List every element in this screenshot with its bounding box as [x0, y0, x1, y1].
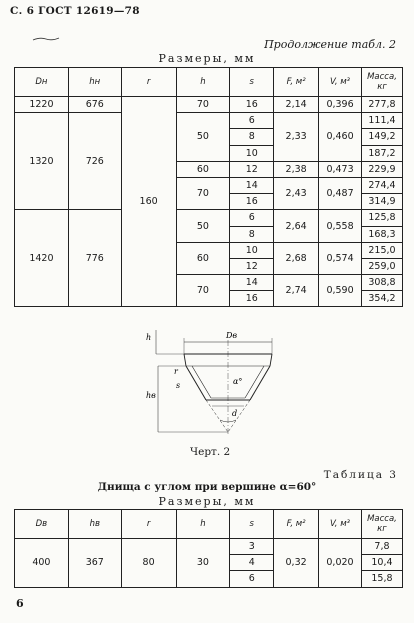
- cell-v: 0,396: [319, 97, 362, 113]
- cell-s: 10: [230, 145, 274, 161]
- label-d: d: [232, 409, 238, 418]
- cell-mass: 149,2: [362, 129, 403, 145]
- cell-mass: 274,4: [362, 177, 403, 193]
- header-cell: Масса, кг: [362, 68, 403, 97]
- cell-s: 8: [230, 226, 274, 242]
- label-hv: hв: [146, 391, 156, 400]
- sizes-caption: Размеры, мм: [158, 52, 256, 65]
- cell-mass: 168,3: [362, 226, 403, 242]
- cell-s: 4: [230, 555, 274, 571]
- header-cell: r: [121, 510, 176, 539]
- cell-s: 6: [230, 571, 274, 587]
- label-alpha: α°: [233, 377, 243, 386]
- header-cell: h: [176, 68, 230, 97]
- cell-s: 16: [230, 97, 274, 113]
- cell-s: 14: [230, 177, 274, 193]
- cell-h: 60: [176, 242, 230, 274]
- cell-f: 2,64: [274, 210, 319, 242]
- header-cell: F, м²: [274, 68, 319, 97]
- header-cell: s: [230, 68, 274, 97]
- page-number: 6: [16, 597, 24, 610]
- table-3: [14, 509, 403, 588]
- table-row: [15, 539, 403, 555]
- cell-mass: 15,8: [361, 571, 402, 587]
- cell-mass: 354,2: [362, 291, 403, 307]
- cell-r: 160: [121, 97, 176, 307]
- cell-s: 12: [230, 258, 274, 274]
- cell-mass: 314,9: [362, 194, 403, 210]
- cell-mass: 7,8: [361, 539, 402, 555]
- cell-v: 0,487: [319, 177, 362, 209]
- header-cell: hн: [68, 68, 121, 97]
- cell-h: 50: [176, 210, 230, 242]
- header-cell: h: [176, 510, 230, 539]
- continuation-label: Продолжение табл. 2: [264, 38, 396, 51]
- header-cell: s: [230, 510, 274, 539]
- cell-s: 3: [230, 539, 274, 555]
- header-cell: Dн: [15, 68, 69, 97]
- table-row: [15, 97, 403, 113]
- header-cell: V, м³: [319, 68, 362, 97]
- cell-v: 0,460: [319, 113, 362, 162]
- drawing-cone: [140, 326, 290, 438]
- header-cell: V, м³: [319, 510, 362, 539]
- table-row: [15, 210, 403, 226]
- cell-s: 10: [230, 242, 274, 258]
- cell-f: 0,32: [274, 539, 319, 588]
- cell-mass: 187,2: [362, 145, 403, 161]
- table-2: [14, 67, 403, 307]
- cell-s: 14: [230, 275, 274, 291]
- cell-s: 16: [230, 194, 274, 210]
- page-header: С. 6 ГОСТ 12619—78: [10, 5, 140, 17]
- cell-s: 12: [230, 161, 274, 177]
- drawing-caption: Черт. 2: [190, 446, 231, 458]
- cell-r: 80: [121, 539, 176, 588]
- header-cell: r: [121, 68, 176, 97]
- cell-v: 0,473: [319, 161, 362, 177]
- cell-d: 1420: [15, 210, 69, 307]
- sizes-caption-2: Размеры, мм: [158, 495, 256, 508]
- cell-h: 70: [176, 177, 230, 209]
- cell-s: 8: [230, 129, 274, 145]
- cell-mass: 308,8: [362, 275, 403, 291]
- cell-f: 2,43: [274, 177, 319, 209]
- cell-v: 0,574: [319, 242, 362, 274]
- cell-mass: 10,4: [361, 555, 402, 571]
- cell-f: 2,14: [274, 97, 319, 113]
- cell-v: 0,558: [319, 210, 362, 242]
- cell-f: 2,74: [274, 275, 319, 307]
- cell-h: 70: [176, 97, 230, 113]
- table-3-title: Днища с углом при вершине α=60°: [97, 481, 317, 493]
- cell-hn: 676: [68, 97, 121, 113]
- cell-h: 50: [176, 113, 230, 162]
- cell-hv: 367: [68, 539, 121, 588]
- cell-mass: 277,8: [362, 97, 403, 113]
- header-cell: hв: [68, 510, 121, 539]
- cell-d: 1220: [15, 97, 69, 113]
- cell-mass: 229,9: [362, 161, 403, 177]
- cell-v: 0,020: [319, 539, 362, 588]
- header-cell: Dв: [15, 510, 69, 539]
- cell-mass: 125,8: [362, 210, 403, 226]
- cell-d: 400: [15, 539, 69, 588]
- label-r: r: [174, 367, 178, 376]
- cell-h: 70: [176, 275, 230, 307]
- label-h: h: [146, 333, 152, 342]
- cell-h: 60: [176, 161, 230, 177]
- header-cell: Масса, кг: [361, 510, 402, 539]
- cell-v: 0,590: [319, 275, 362, 307]
- cell-hn: 726: [68, 113, 121, 210]
- cell-f: 2,33: [274, 113, 319, 162]
- cell-s: 6: [230, 210, 274, 226]
- cell-mass: 111,4: [362, 113, 403, 129]
- label-s: s: [176, 381, 181, 390]
- pen-mark: [32, 36, 60, 42]
- cell-mass: 259,0: [362, 258, 403, 274]
- cell-s: 16: [230, 291, 274, 307]
- cell-f: 2,38: [274, 161, 319, 177]
- cell-f: 2,68: [274, 242, 319, 274]
- cell-h: 30: [176, 539, 230, 588]
- cell-d: 1320: [15, 113, 69, 210]
- table-3-label: Таблица 3: [323, 469, 398, 481]
- cell-hn: 776: [68, 210, 121, 307]
- cell-mass: 215,0: [362, 242, 403, 258]
- cell-s: 6: [230, 113, 274, 129]
- table-row: [15, 113, 403, 129]
- label-dv: Dв: [226, 331, 238, 340]
- header-cell: F, м²: [274, 510, 319, 539]
